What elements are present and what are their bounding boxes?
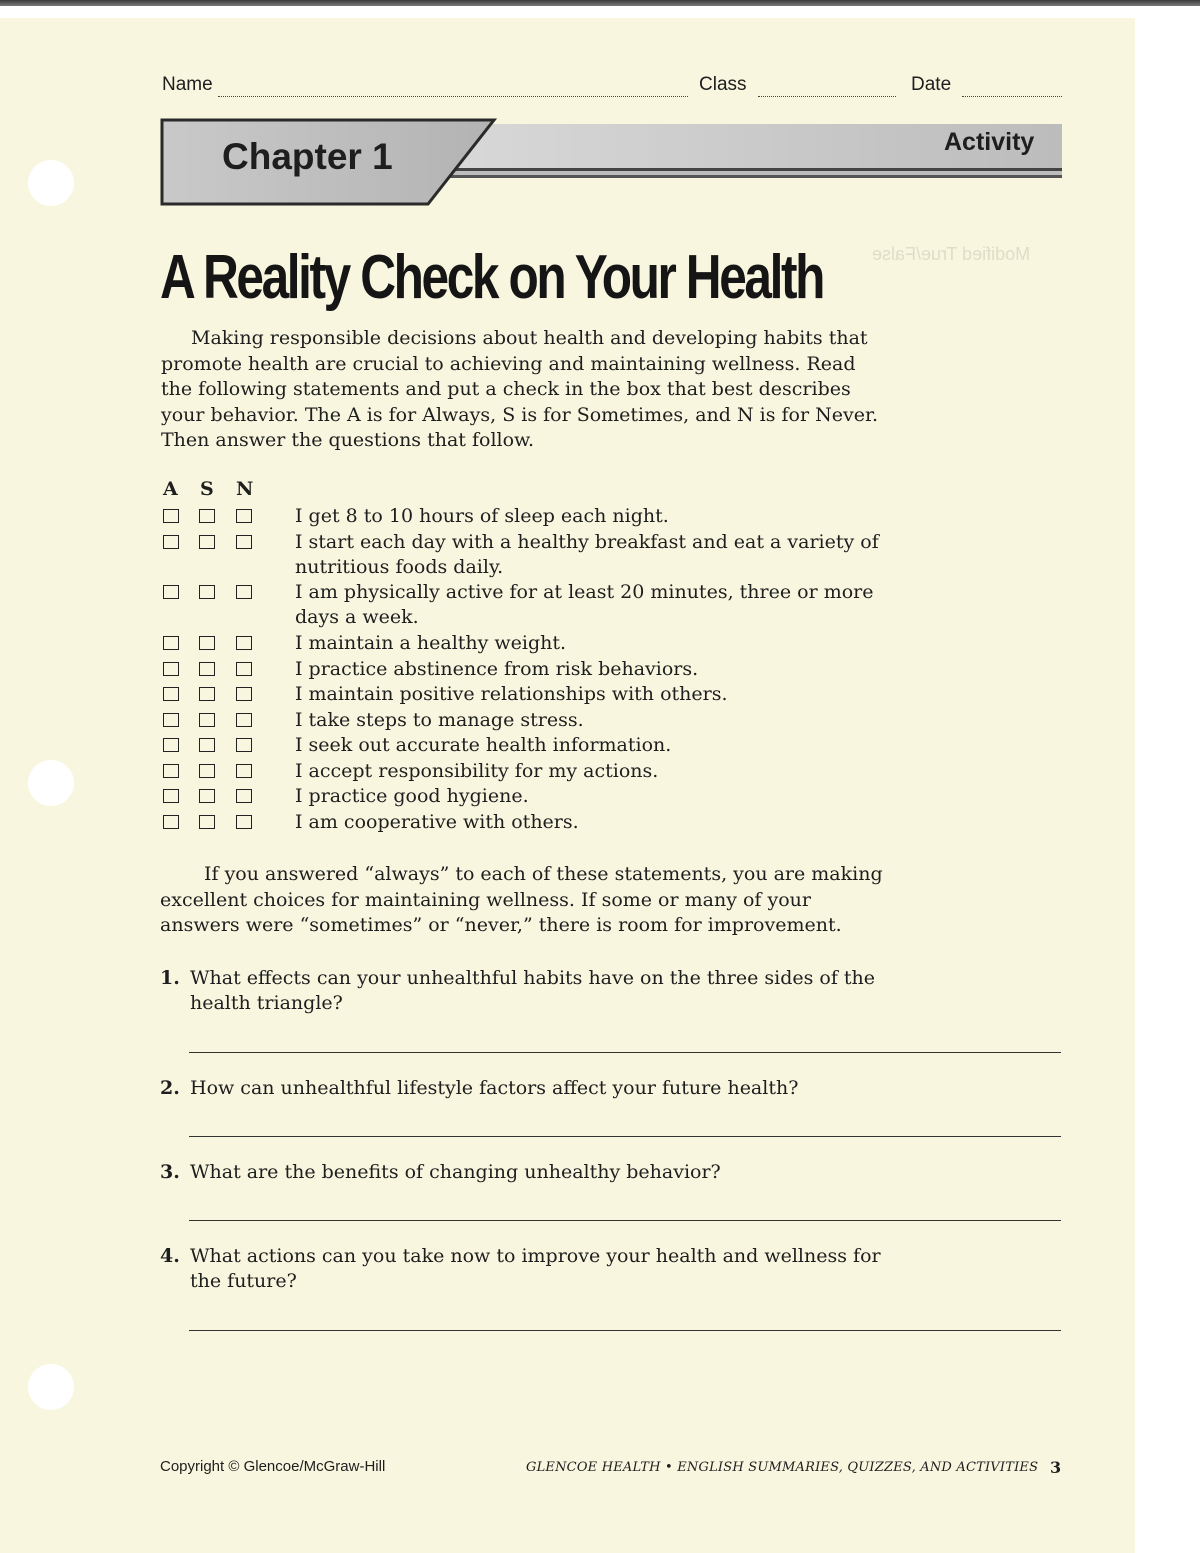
binder-hole <box>28 1364 74 1410</box>
checkbox-never[interactable] <box>236 509 252 523</box>
worksheet-title: A Reality Check on Your Health <box>160 243 823 312</box>
statement-text: I am physically active for at least 20 minutes, three or more days a week. <box>295 581 874 628</box>
statement-text: I maintain positive relationships with others. <box>295 683 728 705</box>
question-number: 3. <box>160 1161 180 1183</box>
question-text: What actions can you take now to improve your health and wellness for the future? <box>190 1245 881 1292</box>
checkbox-never[interactable] <box>236 713 252 727</box>
statement-text: I get 8 to 10 hours of sleep each night. <box>295 505 669 527</box>
question-text: What effects can your unhealthful habits have on the three sides of the health triangle? <box>190 967 876 1014</box>
checkbox-never[interactable] <box>236 764 252 778</box>
statement-text: I take steps to manage stress. <box>295 709 584 731</box>
checkbox-always[interactable] <box>163 636 179 650</box>
checkbox-always[interactable] <box>163 789 179 803</box>
checkbox-sometimes[interactable] <box>199 815 215 829</box>
outro-paragraph: If you answered “always” to each of these statements, you are making excellent choices for maintaining wellness. If some or many of your answers were “sometimes” or “never,” there is room for improvement. <box>160 863 883 936</box>
checkbox-never[interactable] <box>236 662 252 676</box>
statement-text: I am cooperative with others. <box>295 811 579 833</box>
checkbox-never[interactable] <box>236 789 252 803</box>
checkbox-sometimes[interactable] <box>199 789 215 803</box>
statement-text: I maintain a healthy weight. <box>295 632 567 654</box>
question-number: 4. <box>160 1245 180 1267</box>
name-field-line[interactable] <box>218 96 688 97</box>
checkbox-sometimes[interactable] <box>199 687 215 701</box>
bleed-through-text: Modified True/False <box>872 244 1031 264</box>
checkbox-always[interactable] <box>163 509 179 523</box>
activity-label: Activity <box>944 128 1035 156</box>
date-field-line[interactable] <box>962 96 1062 97</box>
statement-text: I seek out accurate health information. <box>295 734 672 756</box>
checkbox-sometimes[interactable] <box>199 764 215 778</box>
name-label: Name <box>162 74 213 95</box>
checkbox-sometimes[interactable] <box>199 713 215 727</box>
checkbox-always[interactable] <box>163 738 179 752</box>
statement-text: I practice abstinence from risk behaviors. <box>295 658 699 680</box>
question-number: 2. <box>160 1077 180 1099</box>
scan-top-edge <box>0 0 1200 6</box>
statement-text: I practice good hygiene. <box>295 785 529 807</box>
checkbox-sometimes[interactable] <box>199 738 215 752</box>
answer-line-2[interactable] <box>189 1136 1061 1137</box>
series-title <box>526 1460 1038 1475</box>
checkbox-sometimes[interactable] <box>199 509 215 523</box>
checkbox-always[interactable] <box>163 662 179 676</box>
statement-text: I start each day with a healthy breakfast and eat a variety of nutritious foods daily. <box>295 531 879 578</box>
answer-line-3[interactable] <box>189 1220 1061 1221</box>
column-never: N <box>236 478 254 500</box>
date-label: Date <box>911 74 952 95</box>
class-label: Class <box>699 74 747 95</box>
checkbox-never[interactable] <box>236 535 252 549</box>
checkbox-always[interactable] <box>163 687 179 701</box>
binder-hole <box>28 760 74 806</box>
answer-line-4[interactable] <box>189 1330 1061 1331</box>
checkbox-always[interactable] <box>163 535 179 549</box>
checkbox-never[interactable] <box>236 636 252 650</box>
checkbox-never[interactable] <box>236 687 252 701</box>
checkbox-sometimes[interactable] <box>199 585 215 599</box>
question-text: What are the benefits of changing unhealthy behavior? <box>190 1161 721 1183</box>
checkbox-sometimes[interactable] <box>199 662 215 676</box>
checkbox-never[interactable] <box>236 738 252 752</box>
intro-paragraph: Making responsible decisions about health and developing habits that promote health are crucial to achieving and maintaining wellness. Read the following statements and put a check in the box that best describes your behavior. The A is for Always, S is for Sometimes, and N is for Never. Then answer the questions that follow. <box>161 327 878 451</box>
page-number: 3 <box>1050 1458 1062 1477</box>
series-text: GLENCOE HEALTH • ENGLISH SUMMARIES, QUIZZES, AND ACTIVITIES <box>526 1460 1039 1475</box>
checkbox-always[interactable] <box>163 713 179 727</box>
checkbox-always[interactable] <box>163 585 179 599</box>
checkbox-always[interactable] <box>163 764 179 778</box>
checkbox-never[interactable] <box>236 585 252 599</box>
answer-line-1[interactable] <box>189 1052 1061 1053</box>
question-number: 1. <box>160 967 180 989</box>
class-field-line[interactable] <box>758 96 896 97</box>
checkbox-sometimes[interactable] <box>199 636 215 650</box>
banner-rule <box>450 168 1062 178</box>
chapter-heading: Chapter 1 <box>222 136 393 177</box>
copyright-notice: Copyright © Glencoe/McGraw-Hill <box>160 1458 386 1475</box>
checkbox-never[interactable] <box>236 815 252 829</box>
checkbox-sometimes[interactable] <box>199 535 215 549</box>
statement-text: I accept responsibility for my actions. <box>295 760 659 782</box>
column-sometimes: S <box>200 478 214 500</box>
binder-hole <box>28 160 74 206</box>
checkbox-always[interactable] <box>163 815 179 829</box>
question-text: How can unhealthful lifestyle factors affect your future health? <box>190 1077 799 1099</box>
column-always: A <box>163 478 178 500</box>
